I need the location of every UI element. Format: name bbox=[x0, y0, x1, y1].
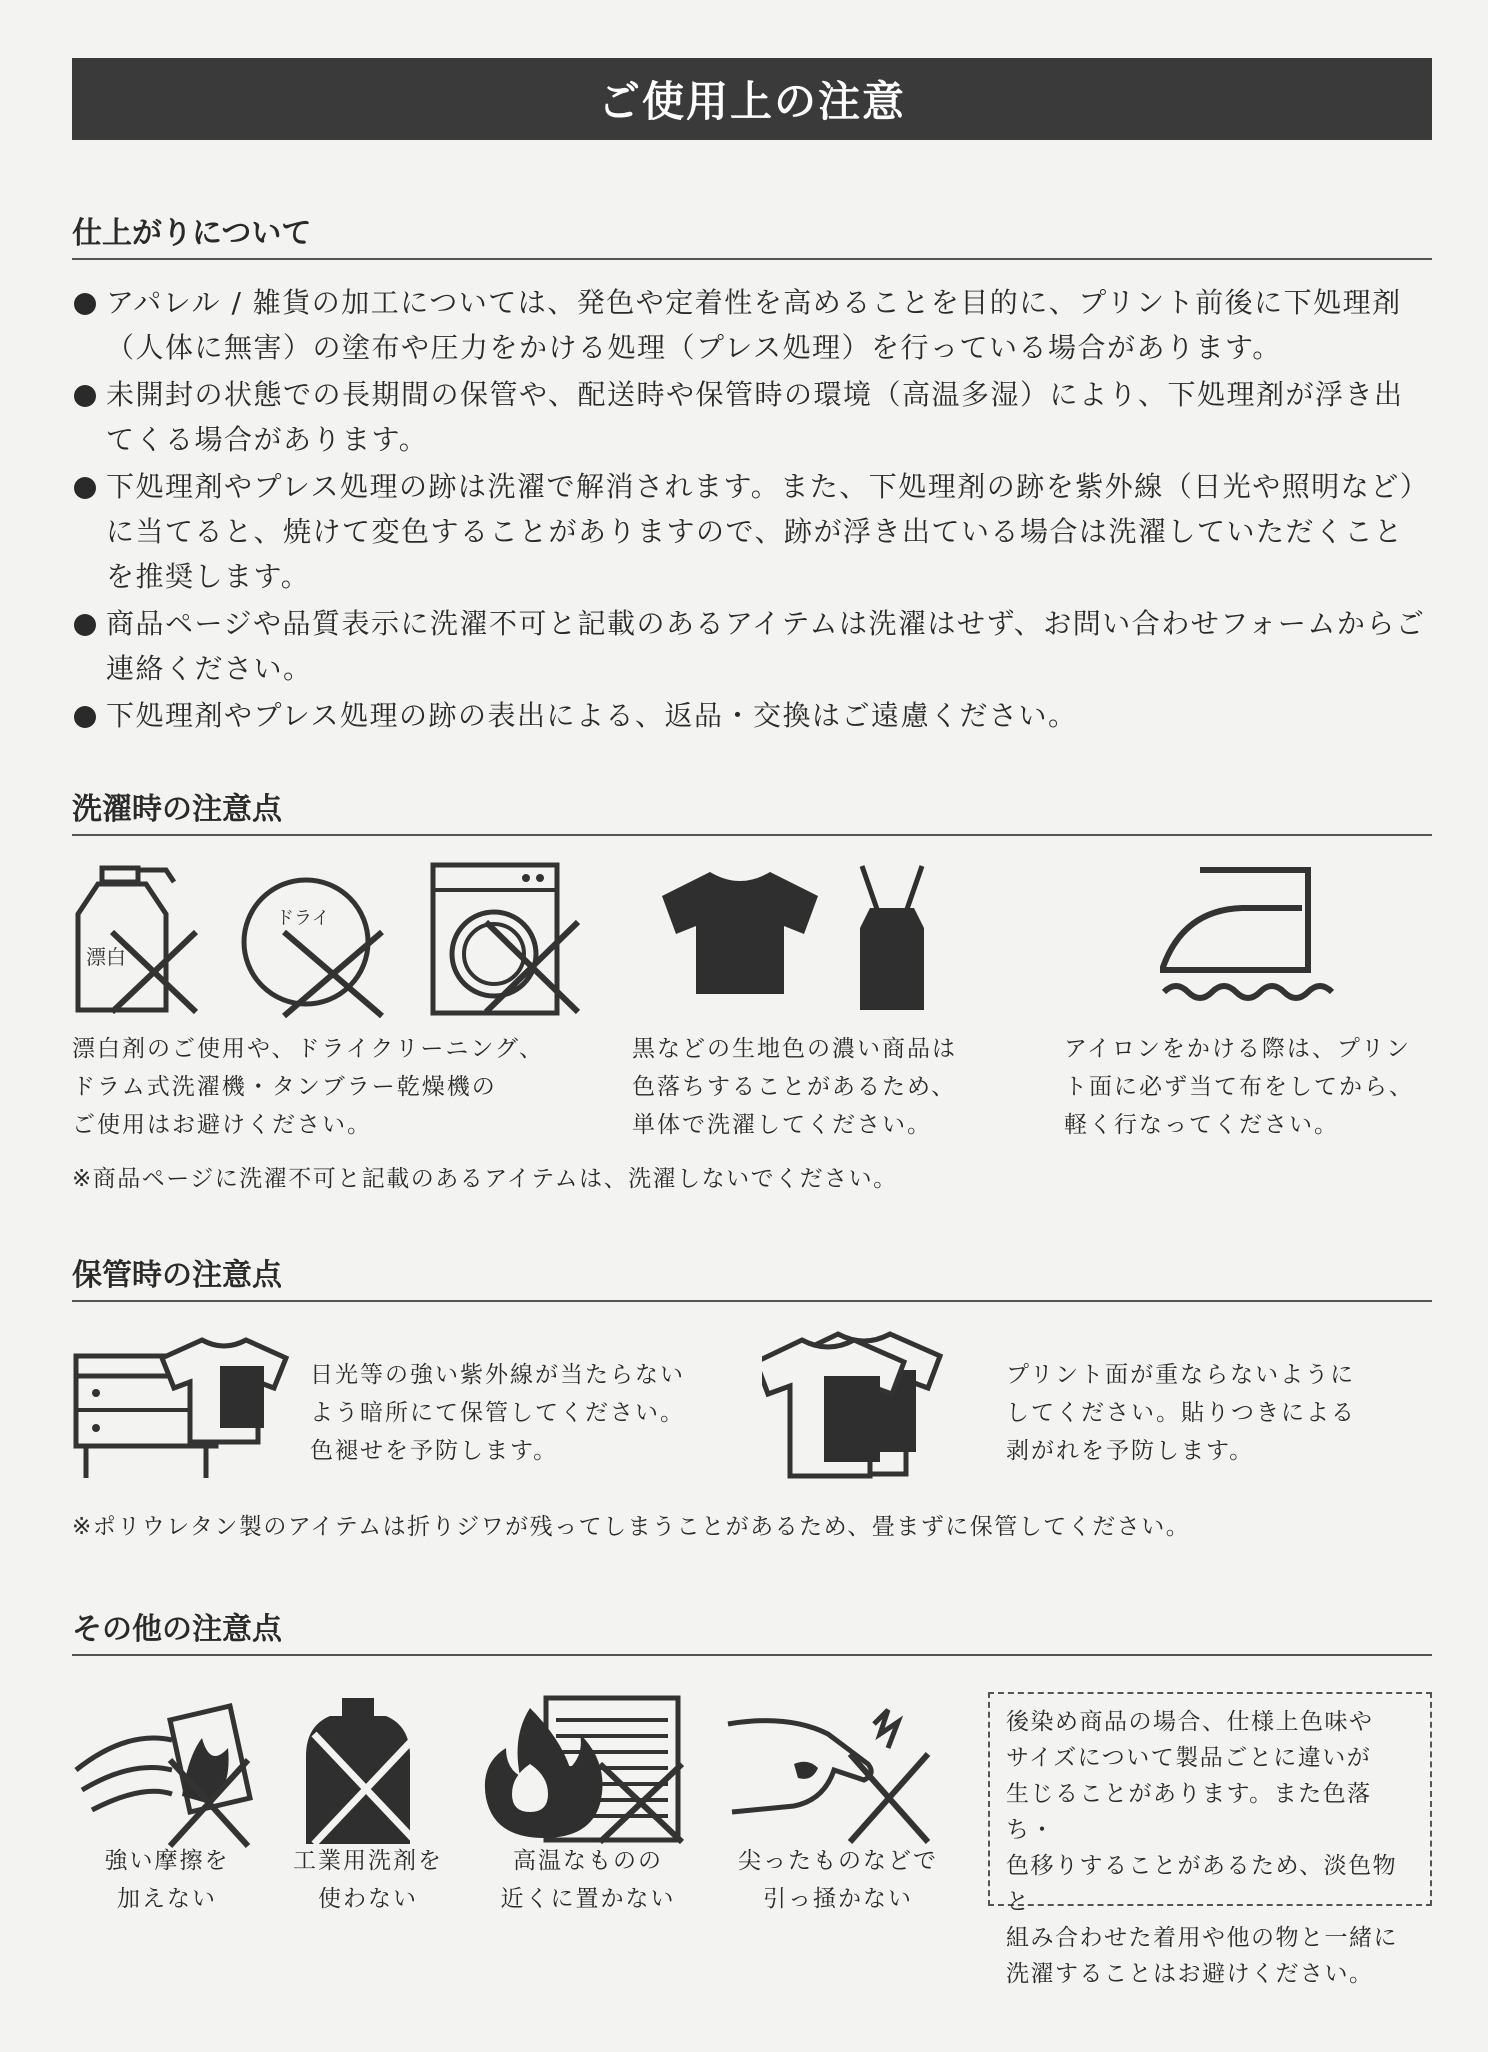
bullet-text: 下処理剤やプレス処理の跡は洗濯で解消されます。また、下処理剤の跡を紫外線（日光や照明など）に当てると、焼けて変色することがありますので、跡が浮き出ている場合は洗濯していただくことを推奨します。 bbox=[106, 470, 1430, 593]
washing-caption-3: アイロンをかける際は、プリン ト面に必ず当て布をしてから、 軽く行なってください。 bbox=[1064, 1036, 1414, 1138]
bullet-dot-icon bbox=[74, 706, 96, 728]
no-rubbing-icon bbox=[72, 1700, 262, 1850]
washing-note: ※商品ページに洗濯不可と記載のあるアイテムは、洗濯しないでください。 bbox=[72, 1166, 898, 1192]
iron-with-cloth-icon bbox=[1160, 862, 1340, 1010]
bullet-item bbox=[72, 372, 1432, 462]
bullet-text: 未開封の状態での長期間の保管や、配送時や保管時の環境（高温多湿）により、下処理剤が浮き出てくる場合があります。 bbox=[106, 378, 1404, 456]
overlapping-tshirts-icon bbox=[762, 1330, 968, 1480]
storage-note: ※ポリウレタン製のアイテムは折りジワが残ってしまうことがあるため、畳まずに保管してください。 bbox=[72, 1514, 1191, 1540]
section-heading-storage: 保管時の注意点 bbox=[72, 1250, 1432, 1302]
no-scratching-icon bbox=[724, 1694, 934, 1844]
bullet-text: 商品ページや品質表示に洗濯不可と記載のあるアイテムは洗濯はせず、お問い合わせフォームからご連絡ください。 bbox=[106, 607, 1426, 685]
tshirt-icon bbox=[660, 868, 820, 998]
no-drum-washer-icon bbox=[430, 862, 580, 1020]
washing-caption-2: 黒などの生地色の濃い商品は 色落ちすることがあるため、 単体で洗濯してください。 bbox=[632, 1036, 957, 1138]
finish-bullet-list bbox=[72, 280, 1432, 738]
bullet-item bbox=[72, 601, 1432, 691]
section-heading-finish: 仕上がりについて bbox=[72, 208, 1432, 260]
bullet-dot-icon bbox=[74, 293, 96, 315]
dyed-product-note-box: 後染め商品の場合、仕様上色味や サイズについて製品ごとに違いが 生じることがあります。また色落ち・ 色移りすることがあるため、淡色物と 組み合わせた着用や他の物と一緒に 洗濯することはお避けください。 bbox=[988, 1692, 1432, 1906]
section-heading-other: その他の注意点 bbox=[72, 1604, 1432, 1656]
bullet-dot-icon bbox=[74, 385, 96, 407]
bullet-item bbox=[72, 464, 1432, 599]
bullet-dot-icon bbox=[74, 614, 96, 636]
no-heat-source-icon bbox=[476, 1694, 686, 1844]
bullet-item bbox=[72, 693, 1432, 738]
bleach-label: 漂白 bbox=[86, 945, 126, 969]
storage-caption-2: プリント面が重ならないように してください。貼りつきによる 剥がれを予防します。 bbox=[1006, 1362, 1356, 1464]
other-caption-2: 工業用洗剤を 使わない bbox=[293, 1848, 443, 1912]
bullet-text: 下処理剤やプレス処理の跡の表出による、返品・交換はご遠慮ください。 bbox=[106, 699, 1078, 732]
other-caption-1: 強い摩擦を 加えない bbox=[104, 1848, 230, 1912]
bullet-dot-icon bbox=[74, 477, 96, 499]
dresser-tshirt-icon bbox=[72, 1336, 292, 1480]
storage-caption-1: 日光等の強い紫外線が当たらない よう暗所にて保管してください。 色褪せを予防します。 bbox=[310, 1362, 685, 1464]
bullet-item bbox=[72, 280, 1432, 370]
washing-caption-1: 漂白剤のご使用や、ドライクリーニング、 ドラム式洗濯機・タンブラー乾燥機の ご使用はお避けください。 bbox=[72, 1036, 545, 1138]
no-industrial-detergent-icon bbox=[300, 1694, 430, 1850]
page-title: ご使用上の注意 bbox=[72, 58, 1432, 140]
bullet-text: アパレル / 雑貨の加工については、発色や定着性を高めることを目的に、プリント前後に下処理剤（人体に無害）の塗布や圧力をかける処理（プレス処理）を行っている場合があります。 bbox=[106, 286, 1402, 364]
other-caption-3: 高温なものの 近くに置かない bbox=[500, 1848, 676, 1912]
section-heading-washing: 洗濯時の注意点 bbox=[72, 784, 1432, 836]
apron-icon bbox=[840, 862, 944, 1012]
dry-label: ドライ bbox=[276, 908, 330, 929]
no-dry-clean-icon bbox=[236, 872, 386, 1018]
other-caption-4: 尖ったものなどで 引っ掻かない bbox=[738, 1848, 938, 1912]
no-bleach-icon bbox=[72, 862, 202, 1018]
